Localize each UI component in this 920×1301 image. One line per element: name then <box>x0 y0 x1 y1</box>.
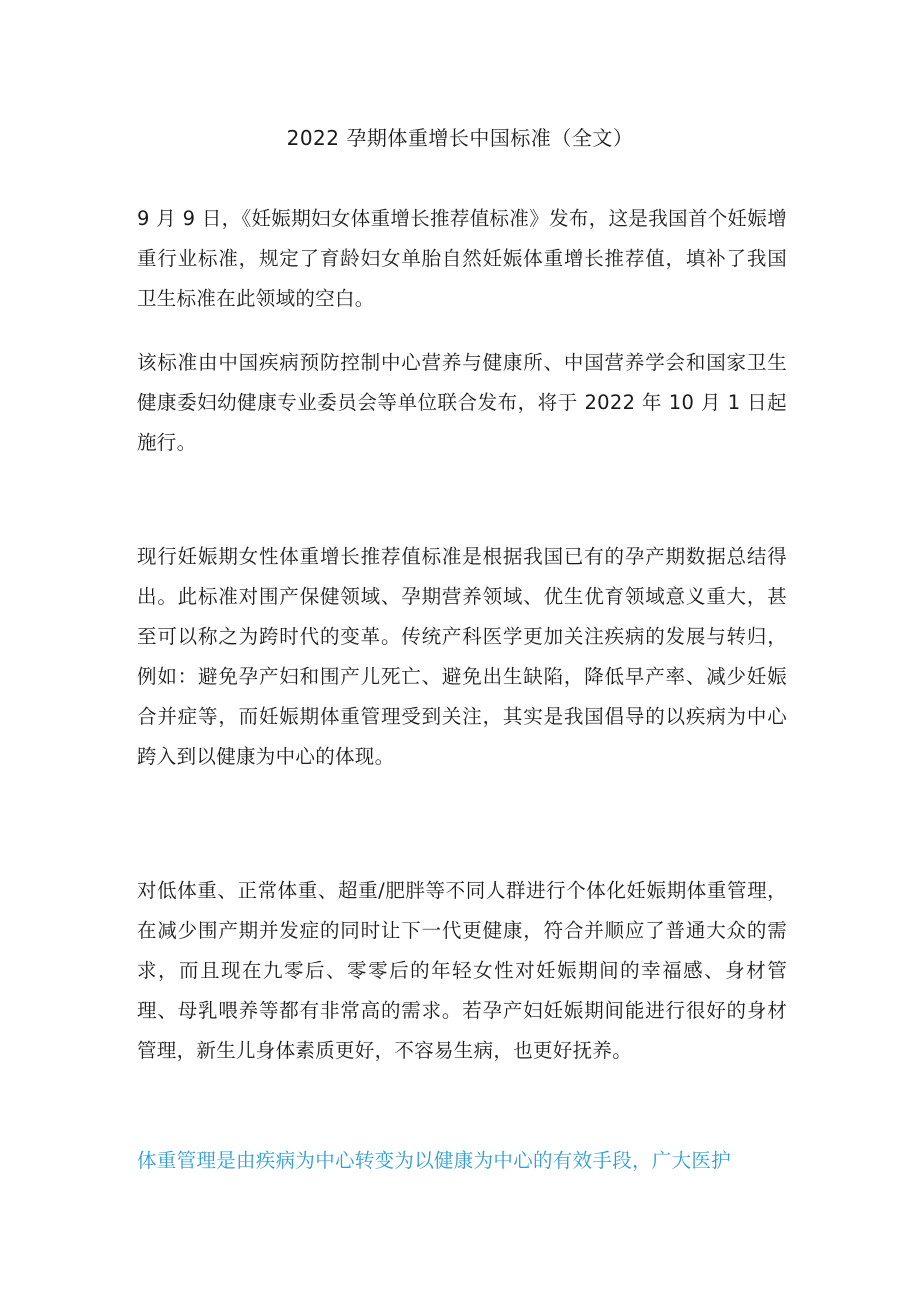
paragraph-individualized-management: 对低体重、正常体重、超重/肥胖等不同人群进行个体化妊娠期体重管理，在减少围产期并发症的同时让下一代更健康，符合并顺应了普通大众的需求，而且现在九零后、零零后的年轻女性对妊娠期间的幸福感、身材管理、母乳喂养等都有非常高的需求。若孕产妇妊娠期间能进行很好的身材管理，新生儿身体素质更好，不容易生病，也更好抚养。 <box>137 879 787 1062</box>
paragraph-highlighted-weight-management: 体重管理是由疾病为中心转变为以健康为中心的有效手段，广大医护 <box>137 1149 732 1172</box>
paragraph-release-announcement: 9 月 9 日，《妊娠期妇女体重增长推荐值标准》发布，这是我国首个妊娠增重行业标准，规定了育龄妇女单胎自然妊娠体重增长推荐值，填补了我国卫生标准在此领域的空白。 <box>137 207 787 310</box>
document-title: 2022 孕期体重增长中国标准（全文） <box>286 126 634 150</box>
paragraph-standard-significance: 现行妊娠期女性体重增长推荐值标准是根据我国已有的孕产期数据总结得出。此标准对围产保健领域、孕期营养领域、优生优育领域意义重大，甚至可以称之为跨时代的变革。传统产科医学更加关注疾病的发展与转归，例如：避免孕产妇和围产儿死亡、避免出生缺陷，降低早产率、减少妊娠合并症等，而妊娠期体重管理受到关注，其实是我国倡导的以疾病为中心跨入到以健康为中心的体现。 <box>137 545 787 768</box>
paragraph-issuing-bodies: 该标准由中国疾病预防控制中心营养与健康所、中国营养学会和国家卫生健康委妇幼健康专业委员会等单位联合发布，将于 2022 年 10 月 1 日起施行。 <box>137 351 787 454</box>
